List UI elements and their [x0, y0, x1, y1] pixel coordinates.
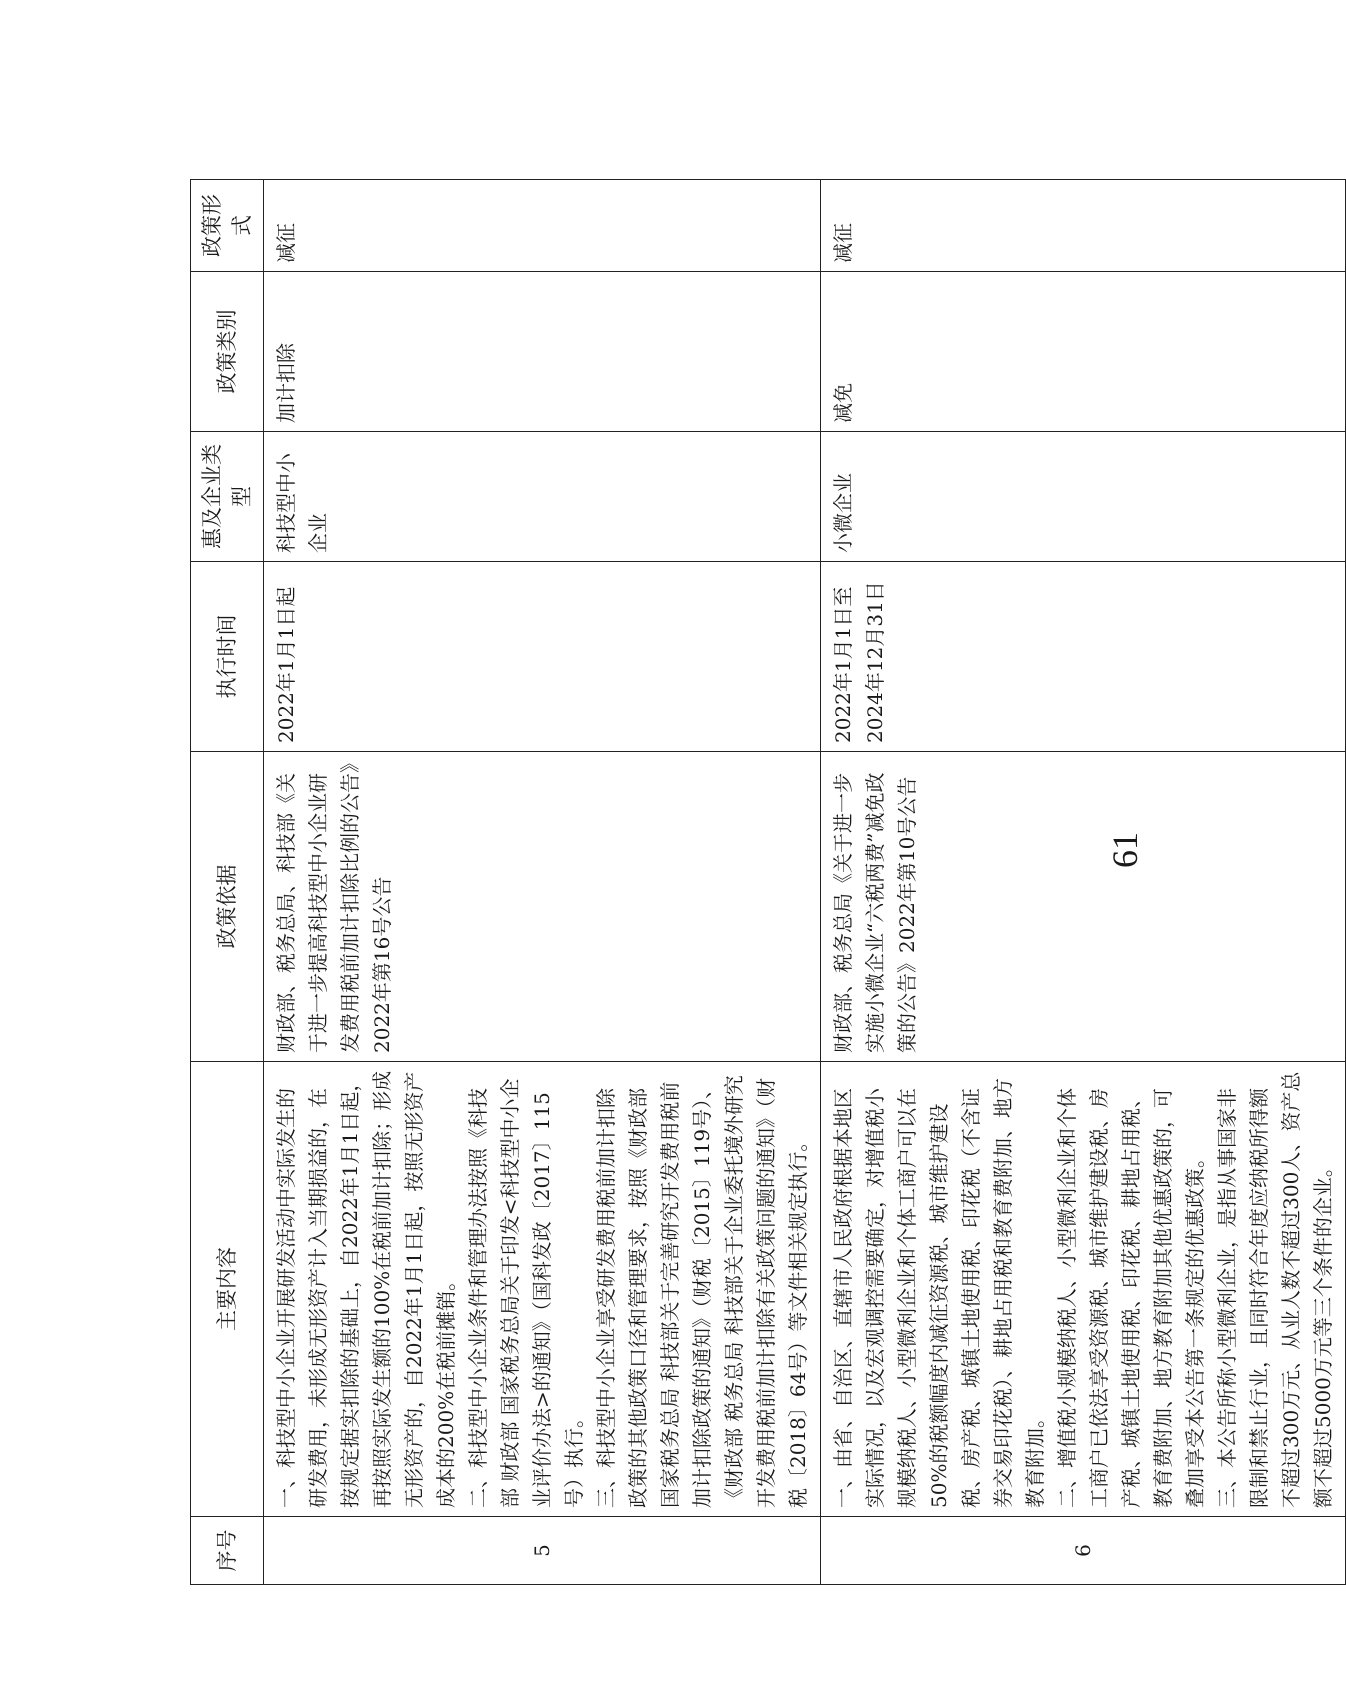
- row-enterprise: 科技型中小企业: [264, 432, 821, 562]
- row-time: 2022年1月1日至2024年12月31日: [821, 562, 1346, 752]
- header-enterprise: 惠及企业类型: [191, 432, 264, 562]
- content-item: 二、增值税小规模纳税人、小型微利企业和个体工商户已依法享受资源税、城市维护建设税、房产税、城镇土地使用税、印花税、耕地占用税、教育费附加、地方教育附加其他优惠政策的，可叠加享受本公告第一条规定的优惠政策。: [1055, 1088, 1207, 1508]
- content-item: 三、科技型中小企业享受研发费用税前加计扣除政策的其他政策口径和管理要求，按照《财政部 国家税务总局 科技部关于完善研究开发费用税前加计扣除政策的通知》（财税〔2015〕119号）、《财政部 税务总局 科技部关于企业委托境外研究开发费用税前加计扣除有关政策问题的通知》（财税〔2018〕64号）等文件相关规定执行。: [594, 1075, 810, 1508]
- header-category: 政策类别: [191, 272, 264, 432]
- content-item: 二、科技型中小企业条件和管理办法按照《科技部 财政部 国家税务总局关于印发<科技型中小企业评价办法>的通知》（国科发政〔2017〕115号）执行。: [466, 1078, 586, 1508]
- header-form: 政策形式: [191, 180, 264, 272]
- content-item: 三、本公告所称小型微利企业，是指从事国家非限制和禁止行业，且同时符合年度应纳税所得额不超过300万元、从业人数不超过300人、资产总额不超过5000万元等三个条件的企业。: [1215, 1071, 1335, 1508]
- row-category: 加计扣除: [264, 272, 821, 432]
- header-seq: 序号: [191, 1517, 264, 1585]
- header-content: 主要内容: [191, 1062, 264, 1517]
- row-seq: 6: [821, 1517, 1346, 1585]
- table-row: [264, 180, 821, 1585]
- header-time: 执行时间: [191, 562, 264, 752]
- row-content: [821, 1062, 1346, 1517]
- row-time: 2022年1月1日起: [264, 562, 821, 752]
- row-enterprise: 小微企业: [821, 432, 1346, 562]
- page-number: 61: [1105, 832, 1145, 868]
- row-seq: 5: [264, 1517, 821, 1585]
- header-basis: 政策依据: [191, 752, 264, 1062]
- policy-table: [190, 179, 1346, 1585]
- table-header-row: [191, 180, 264, 1585]
- row-form: 减征: [264, 180, 821, 272]
- content-item: 一、由省、自治区、直辖市人民政府根据本地区实际情况，以及宏观调控需要确定，对增值税小规模纳税人、小型微利企业和个体工商户可以在50%的税额幅度内减征资源税、城市维护建设税、房产税、城镇土地使用税、印花税（不含证券交易印花税）、耕地占用税和教育费附加、地方教育附加。: [831, 1078, 1047, 1508]
- row-form: 减征: [821, 180, 1346, 272]
- table-row: [821, 180, 1346, 1585]
- row-basis: 财政部、税务总局、科技部《关于进一步提高科技型中小企业研发费用税前加计扣除比例的公告》2022年第16号公告: [264, 752, 821, 1062]
- row-content: [264, 1062, 821, 1517]
- row-category: 减免: [821, 272, 1346, 432]
- content-item: 一、科技型中小企业开展研发活动中实际发生的研发费用，未形成无形资产计入当期损益的，在按规定据实扣除的基础上，自2022年1月1日起，再按照实际发生额的100%在税前加计扣除；形成无形资产的，自2022年1月1日起，按照无形资产成本的200%在税前摊销。: [274, 1070, 458, 1508]
- row-basis: 财政部、税务总局《关于进一步实施小微企业“六税两费”减免政策的公告》2022年第10号公告: [821, 752, 1346, 1062]
